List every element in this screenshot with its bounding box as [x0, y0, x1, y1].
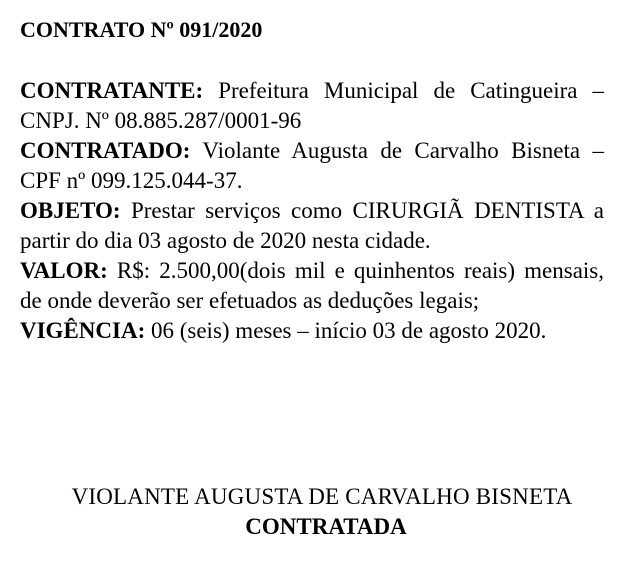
clause-label-contratado: CONTRATADO:	[20, 138, 191, 163]
clause-label-objeto: OBJETO:	[20, 198, 121, 223]
clause-contratado	[20, 136, 604, 196]
contract-clauses	[20, 76, 604, 346]
clause-text-vigencia: 06 (seis) meses – início 03 de agosto 2020.	[150, 318, 547, 343]
clause-contratante	[20, 76, 604, 136]
clause-valor	[20, 256, 604, 316]
clause-objeto	[20, 196, 604, 256]
clause-text-objeto: Prestar serviços como CIRURGIÃ DENTISTA a partir do dia 03 agosto de 2020 nesta cidade.	[20, 198, 605, 253]
contract-document	[20, 14, 604, 346]
signature-block	[0, 482, 644, 542]
clause-label-valor: VALOR:	[20, 258, 108, 283]
clause-text-contratado: Violante Augusta de Carvalho Bisneta – CPF nº 099.125.044-37.	[20, 138, 604, 193]
clause-label-vigencia: VIGÊNCIA:	[20, 318, 146, 343]
signatory-name: VIOLANTE AUGUSTA DE CARVALHO BISNETA	[71, 484, 573, 509]
clause-label-contratante: CONTRATANTE:	[20, 78, 204, 103]
contract-title: CONTRATO Nº 091/2020	[20, 17, 263, 42]
clause-text-contratante: Prefeitura Municipal de Catingueira – CNPJ. Nº 08.885.287/0001-96	[20, 78, 605, 133]
signatory-role: CONTRATADA	[245, 514, 407, 539]
clause-text-valor: R$: 2.500,00(dois mil e quinhentos reais) mensais, de onde deverão ser efetuados as deduções legais;	[20, 258, 604, 313]
clause-vigencia	[20, 316, 604, 346]
